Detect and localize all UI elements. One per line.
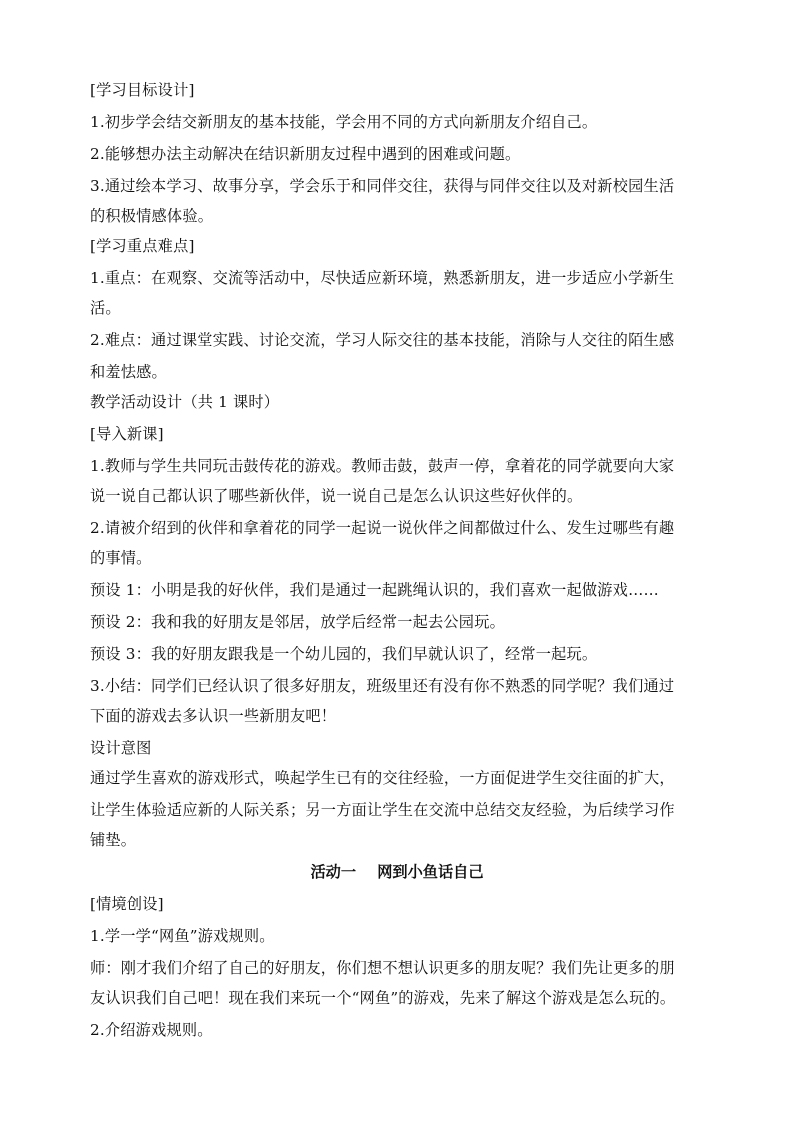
text-line: 1.学一学“网鱼”游戏规则。	[90, 927, 275, 945]
text-line: 下面的游戏去多认识一些新朋友吧！	[90, 707, 337, 725]
text-line: 的事情。	[90, 549, 152, 567]
text-line: 3.小结：同学们已经认识了很多好朋友，班级里还有没有你不熟悉的同学呢？我们通过	[90, 677, 675, 695]
text-line: 的积极情感体验。	[90, 207, 214, 225]
text-line: 师：刚才我们介绍了自己的好朋友，你们想不想认识更多的朋友呢？我们先让更多的朋	[90, 959, 675, 977]
text-line: 2.难点：通过课堂实践、讨论交流，学习人际交往的基本技能，消除与人交往的陌生感	[90, 331, 675, 349]
activity-one-heading: 活动一 网到小鱼话自己	[310, 863, 484, 881]
text-line: 让学生体验适应新的人际关系；另一方面让学生在交流中总结交友经验，为后续学习作	[90, 801, 675, 819]
text-line: 说一说自己都认识了哪些新伙伴，说一说自己是怎么认识这些好伙伴的。	[90, 487, 583, 505]
text-line: 1.教师与学生共同玩击鼓传花的游戏。教师击鼓，鼓声一停，拿着花的同学就要向大家	[90, 457, 675, 475]
section-heading-learning-goals: [学习目标设计]	[90, 81, 195, 99]
text-line: 预设 3：我的好朋友跟我是一个幼儿园的，我们早就认识了，经常一起玩。	[90, 645, 598, 663]
text-line: 1.初步学会结交新朋友的基本技能，学会用不同的方式向新朋友介绍自己。	[90, 113, 598, 131]
text-line: 通过学生喜欢的游戏形式，唤起学生已有的交往经验，一方面促进学生交往面的扩大，	[90, 769, 675, 787]
text-line: 1.重点：在观察、交流等活动中，尽快适应新环境，熟悉新朋友，进一步适应小学新生	[90, 269, 675, 287]
section-heading-design-intent: 设计意图	[90, 739, 152, 757]
text-line: 友认识我们自己吧！现在我们来玩一个“网鱼”的游戏，先来了解这个游戏是怎么玩的。	[90, 989, 676, 1007]
section-heading-activity-design: 教学活动设计（共 1 课时）	[90, 393, 280, 411]
text-line: 铺垫。	[90, 831, 137, 849]
text-line: 预设 1：小明是我的好伙伴，我们是通过一起跳绳认识的，我们喜欢一起做游戏……	[90, 581, 659, 599]
text-line: 2.请被介绍到的伙伴和拿着花的同学一起说一说伙伴之间都做过什么、发生过哪些有趣	[90, 519, 675, 537]
section-heading-key-points: [学习重点难点]	[90, 237, 195, 255]
section-heading-intro: [导入新课]	[90, 425, 164, 443]
text-line: 预设 2：我和我的好朋友是邻居，放学后经常一起去公园玩。	[90, 613, 505, 631]
text-line: 2.介绍游戏规则。	[90, 1021, 213, 1039]
text-line: 和羞怯感。	[90, 363, 167, 381]
text-line: 3.通过绘本学习、故事分享，学会乐于和同伴交往，获得与同伴交往以及对新校园生活	[90, 177, 675, 195]
text-line: 活。	[90, 299, 121, 317]
section-heading-situation: [情境创设]	[90, 895, 164, 913]
text-line: 2.能够想办法主动解决在结识新朋友过程中遇到的困难或问题。	[90, 145, 521, 163]
